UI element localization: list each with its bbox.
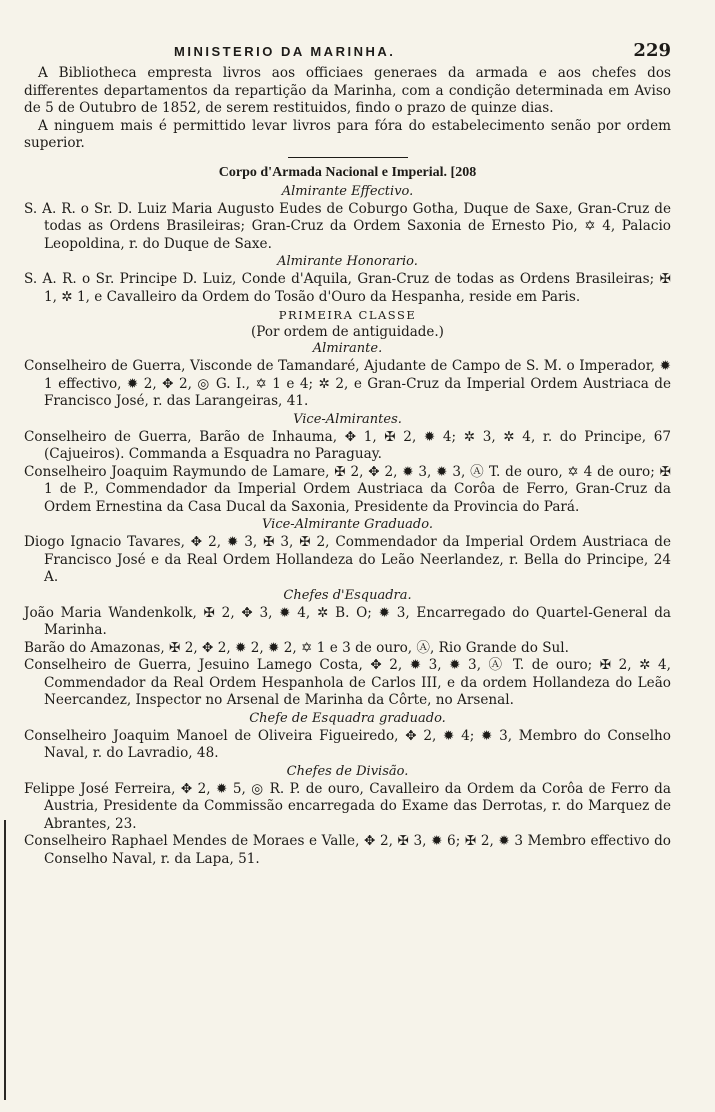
margin-rule bbox=[4, 820, 6, 1100]
section-title: Corpo d'Armada Nacional e Imperial. [208 bbox=[218, 164, 477, 180]
officer-entry: S. A. R. o Sr. D. Luiz Maria Augusto Eudes de Coburgo Gotha, Duque de Saxe, Gran-Cruz de todas as Ordens Brasileiras; Gran-Cruz da Ordem Saxonia de Ernesto Pio, ✡ 4, Palacio Leopoldina, r. do Duque de Saxe. bbox=[24, 200, 671, 252]
officer-entry: Felippe José Ferreira, ✥ 2, ✹ 5, ◎ R. P. de ouro, Cavalleiro da Ordem da Corôa de Ferro da Austria, Presidente da Commissão encarregada do Exame das Derrotas, r. do Marquez de Abrantes, 23. bbox=[24, 780, 671, 832]
roster-list bbox=[24, 184, 671, 869]
rank-heading: Chefe de Esquadra graduado. bbox=[249, 710, 446, 726]
rank-heading: Vice-Almirante Graduado. bbox=[262, 517, 433, 532]
rank-heading: Vice-Almirantes. bbox=[293, 411, 402, 427]
officer-entry: Diogo Ignacio Tavares, ✥ 2, ✹ 3, ✠ 3, ✠ 2, Commendador da Imperial Ordem Austriaca de Francisco José e da Real Ordem Hollandeza do Leão Neerlandez, r. Bella do Principe, 24 A. bbox=[24, 534, 671, 585]
officer-entry: Conselheiro Joaquim Manoel de Oliveira Figueiredo, ✥ 2, ✹ 4; ✹ 3, Membro do Conselho Naval, r. do Lavradio, 48. bbox=[24, 727, 671, 761]
officer-entry: João Maria Wandenkolk, ✠ 2, ✥ 3, ✹ 4, ✲ B. O; ✹ 3, Encarregado do Quartel-General da Marinha. bbox=[24, 604, 671, 638]
rank-heading: Almirante Honorario. bbox=[277, 254, 418, 269]
page-number: 229 bbox=[633, 40, 671, 61]
officer-entry: Conselheiro de Guerra, Jesuino Lamego Costa, ✥ 2, ✹ 3, ✹ 3, Ⓐ T. de ouro; ✠ 2, ✲ 4, Commendador da Real Ordem Hespanhola de Carlos III, e da ordem Hollandeza do Leão Neercandez, Inspector no Arsenal de Marinha da Côrte, no Arsenal. bbox=[24, 657, 671, 708]
rank-heading: Chefes d'Esquadra. bbox=[283, 587, 412, 603]
running-title: MINISTERIO DA MARINHA. bbox=[174, 44, 396, 59]
rank-heading: (Por ordem de antiguidade.) bbox=[251, 324, 444, 340]
section-divider bbox=[288, 157, 408, 158]
rank-heading: Almirante. bbox=[312, 341, 383, 356]
rank-heading: Chefes de Divisão. bbox=[286, 763, 409, 779]
rank-heading: Almirante Effectivo. bbox=[281, 183, 414, 199]
intro-paragraph: A ninguem mais é permittido levar livros para fóra do estabelecimento senão por ordem superior. bbox=[24, 117, 671, 151]
officer-entry: S. A. R. o Sr. Principe D. Luiz, Conde d'Aquila, Gran-Cruz de todas as Ordens Brasileiras; ✠ 1, ✲ 1, e Cavalleiro da Ordem do Tosão d'Ouro da Hespanha, reside em Paris. bbox=[24, 271, 671, 305]
officer-entry: Conselheiro de Guerra, Visconde de Tamandaré, Ajudante de Campo de S. M. o Imperador, ✹ 1 effectivo, ✹ 2, ✥ 2, ◎ G. I., ✡ 1 e 4; ✲ 2, e Gran-Cruz da Imperial Ordem Austriaca de Francisco José, r. das Larangeiras, 41. bbox=[24, 358, 671, 409]
page-header bbox=[24, 40, 671, 61]
officer-entry: Conselheiro de Guerra, Barão de Inhauma, ✥ 1, ✠ 2, ✹ 4; ✲ 3, ✲ 4, r. do Principe, 67 (Cajueiros). Commanda a Esquadra no Paraguay. bbox=[24, 428, 671, 462]
rank-heading: PRIMEIRA CLASSE bbox=[278, 308, 417, 322]
officer-entry: Conselheiro Raphael Mendes de Moraes e Valle, ✥ 2, ✠ 3, ✹ 6; ✠ 2, ✹ 3 Membro effectivo do Conselho Naval, r. da Lapa, 51. bbox=[24, 833, 671, 867]
officer-entry: Conselheiro Joaquim Raymundo de Lamare, ✠ 2, ✥ 2, ✹ 3, ✹ 3, Ⓐ T. de ouro, ✡ 4 de ouro; ✠ 1 de P., Commendador da Imperial Ordem Austriaca da Corôa de Ferro, Gran-Cruz da Ordem Ernestina da Casa Ducal da Saxonia, Presidente da Provincia do Pará. bbox=[24, 463, 671, 515]
intro-paragraph: A Bibliotheca empresta livros aos officiaes generaes da armada e aos chefes dos differentes departamentos da repartição da Marinha, com a condição determinada em Aviso de 5 de Outubro de 1852, de serem restituidos, findo o prazo de quinze dias. bbox=[24, 65, 671, 116]
officer-entry: Barão do Amazonas, ✠ 2, ✥ 2, ✹ 2, ✹ 2, ✡ 1 e 3 de ouro, Ⓐ, Rio Grande do Sul. bbox=[24, 639, 569, 656]
